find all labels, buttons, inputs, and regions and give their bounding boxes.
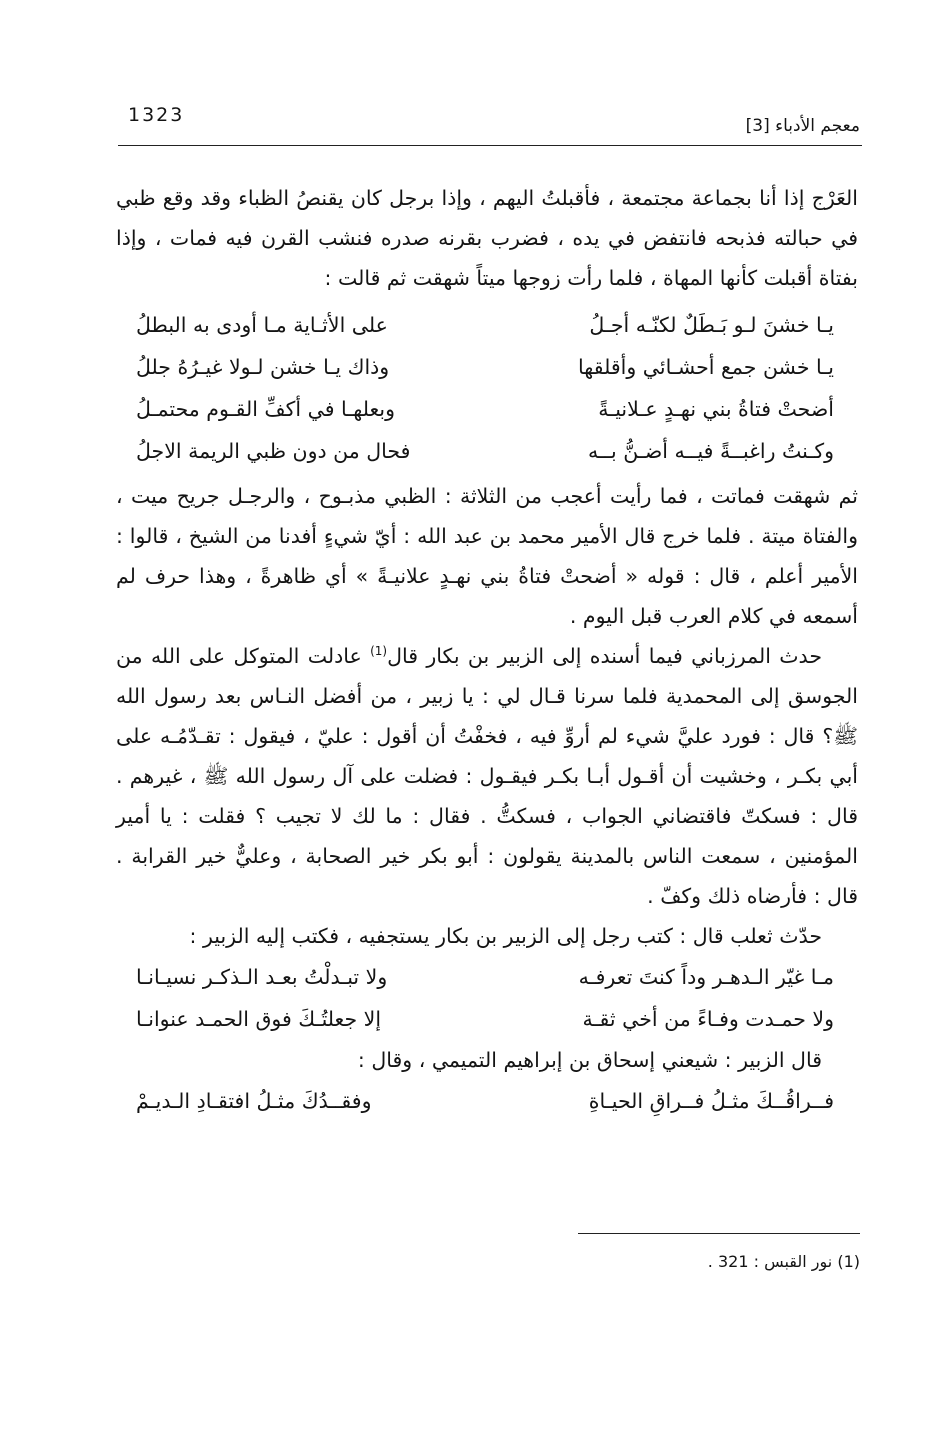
verse-first-hemistich: وكـنتُ راغبــةً فيــه أضـنُّ بــه — [588, 439, 834, 463]
verse-second-hemistich: وفقــدُكَ مثـلُ افتقـادِ الـديـمْ — [136, 1089, 372, 1113]
page-body — [116, 178, 858, 1122]
footnote: (1) نور القبس : 321 . — [707, 1252, 860, 1271]
paragraph-thalab: حدّث ثعلب قال : كتب رجل إلى الزبير بن بكار يستجفيه ، فكتب إليه الزبير : — [189, 924, 822, 948]
verse-second-hemistich: ولا تبـدلْتُ بعـد الـذكـر نسيـانـا — [136, 965, 388, 989]
footnote-marker: (1) — [370, 644, 388, 659]
verse-line — [116, 1080, 858, 1122]
verse-line — [116, 346, 858, 388]
page-number: 1323 — [128, 104, 185, 126]
poem-lament — [116, 304, 858, 472]
poem-reply — [116, 956, 858, 1040]
header-rule — [118, 145, 862, 146]
paragraph-intro: العَرْج إذا أنا بجماعة مجتمعة ، فأقبلتُ اليهم ، وإذا برجل كان يقنصُ الظباء وقد وقع ظبي في حبالته فذبحه فانتفض في يده ، فضرب بقرنه صدره فنشب القرن فيه فمات ، وإذا بفتاة أقبلت كأنها المهاة ، فلما رأت زوجها ميتاً شهقت ثم قالت : — [116, 186, 858, 290]
verse-line — [116, 430, 858, 472]
footnote-rule — [578, 1233, 860, 1234]
verse-line — [116, 998, 858, 1040]
verse-first-hemistich: أضحتْ فتاةُ بني نهـدٍ عـلانيـةً — [598, 397, 834, 421]
verse-first-hemistich: فــراقُــكَ مثـلُ فــراقِ الحيـاةِ — [588, 1089, 834, 1113]
narration-opening: حدث المرزباني فيما أسنده إلى الزبير بن بكار قال — [387, 644, 822, 668]
narration-body: عادلت المتوكل على الله من الجوسق إلى المحمدية فلما سرنا قـال لي : يا زبير ، من أفضل النـاس بعد رسول الله ﷺ؟ قال : فورد عليَّ شيء لم أروِّ فيه ، فخفْتُ أن أقول : عليّ ، فيقول : تقـدّمُـه على أبي بكـر ، وخشيت أن أقـول أبـا بكـر فيقـول : فضلت على آل رسول الله ﷺ ، غيرهم . قال : فسكتّ فاقتضاني الجواب ، فسكتُّ . فقال : ما لك لا تجيب ؟ فقلت : يا أمير المؤمنين ، سمعت الناس بالمدينة يقولون : أبو بكر خير الصحابة ، وعليٌّ خير القرابة . قال : فأرضاه ذلك وكفّ . — [116, 644, 858, 908]
paragraph-ishaq: قال الزبير : شيعني إسحاق بن إبراهيم التميمي ، وقال : — [357, 1048, 822, 1072]
verse-first-hemistich: يـا خشن جمع أحشـائي وأقلقها — [578, 355, 834, 379]
verse-second-hemistich: إلا جعلتُـكَ فوق الحمـد عنوانـا — [136, 1007, 382, 1031]
verse-line — [116, 388, 858, 430]
paragraph-aftermath: ثم شهقت فماتت ، فما رأيت أعجب من الثلاثة : الظبي مذبـوح ، والرجـل جريح ميت ، والفتاة ميتة . فلما خرج قال الأمير محمد بن عبد الله : أيّ شيءٍ أفدنا من الشيخ ، قالوا : الأمير أعلم ، قال : قوله « أضحتْ فتاةُ بني نهـدٍ علانيـةً » أي ظاهرةً ، وهذا حرف لم أسمعه في كلام العرب قبل اليوم . — [116, 484, 858, 628]
verse-first-hemistich: يـا خشنَ لـو بَـطَلٌ لكنّـه أجـلُ — [589, 313, 834, 337]
verse-first-hemistich: ولا حمـدت وفـاءً من أخي ثقـة — [582, 1007, 834, 1031]
verse-line — [116, 956, 858, 998]
verse-second-hemistich: وذاك يـا خشن لـولا غيـرُهُ جللُ — [136, 355, 390, 379]
verse-second-hemistich: وبعلهـا في أكفِّ القـوم محتمـلُ — [136, 397, 395, 421]
verse-second-hemistich: على الأثـاية مـا أودى به البطلُ — [136, 313, 388, 337]
paragraph-zubayr-narration — [116, 636, 858, 916]
running-title: معجم الأدباء [3] — [745, 116, 860, 136]
verse-second-hemistich: فحال من دون ظبي الريمة الاجلُ — [136, 439, 411, 463]
verse-first-hemistich: مـا غيّر الـدهـر وداً كنتَ تعرفـه — [578, 965, 834, 989]
poem-farewell — [116, 1080, 858, 1122]
verse-line — [116, 304, 858, 346]
